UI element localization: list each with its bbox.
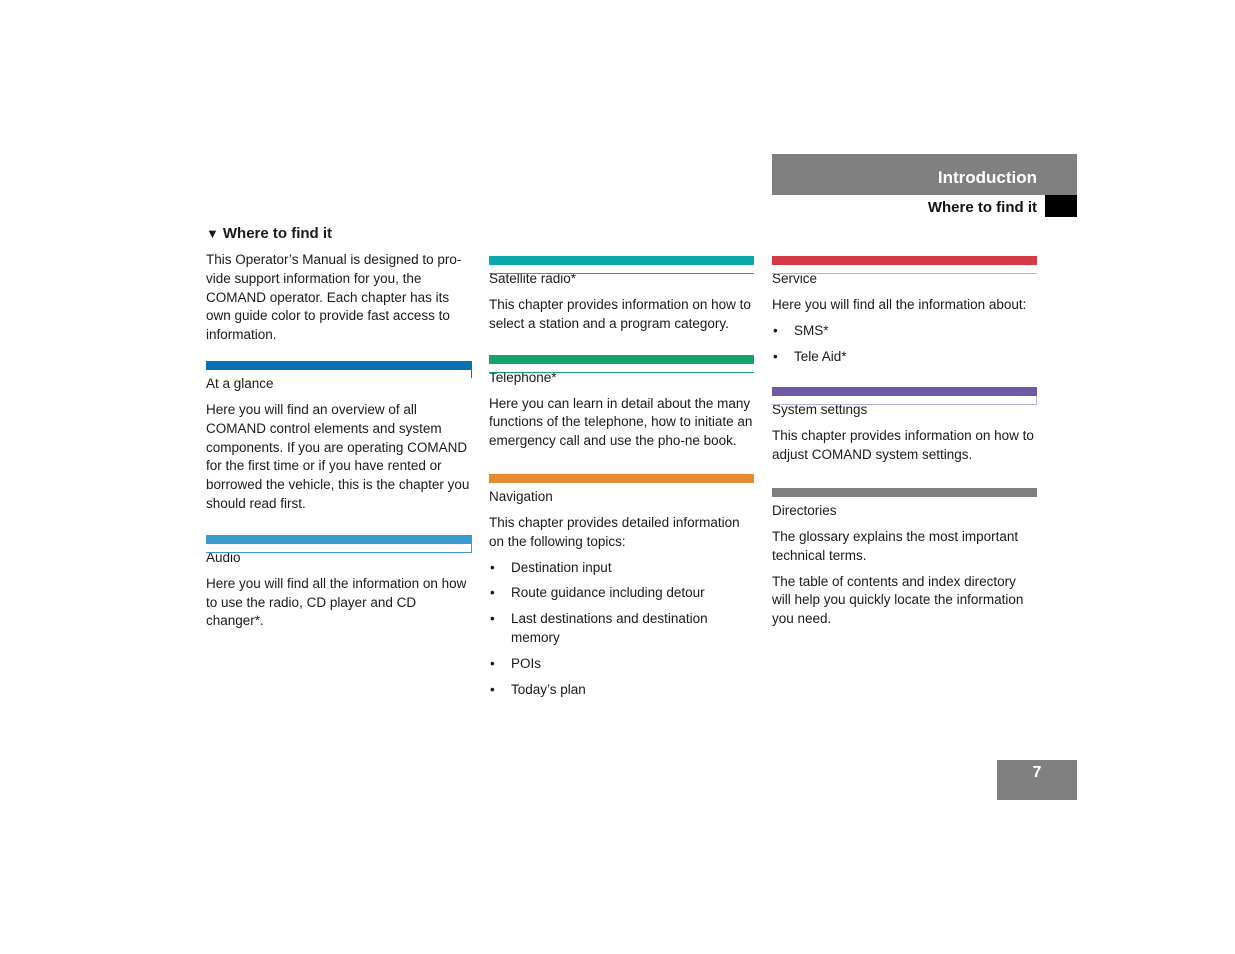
chapter-block-system-settings [772, 387, 1037, 419]
chapter-text-navigation: This chapter provides detailed information on the following topics: [489, 514, 740, 549]
chapter-name-service: Service [772, 271, 818, 286]
color-bar-at-a-glance [206, 361, 472, 370]
chapter-block-satellite-radio [489, 256, 754, 288]
chapter-text-telephone: Here you can learn in detail about the many functions of the telephone, how to initiate an emergency call and use the pho-ne book. [489, 395, 753, 449]
list-item: • POIs [489, 655, 754, 674]
color-bar-satellite-radio [489, 256, 754, 265]
triangle-down-icon: ▼ [206, 226, 219, 241]
chapter-text-system-settings: This chapter provides information on how to adjust COMAND system settings. [772, 428, 1034, 463]
list-item: • Destination input [489, 559, 754, 578]
section-title: Where to find it [927, 199, 1037, 216]
list-item: • Tele Aid* [772, 348, 1037, 367]
column-left [206, 225, 472, 638]
intro-heading-text: Where to find it [222, 225, 333, 242]
chapter-text-directories-2: The table of contents and index directory will help you quickly locate the information you need. [772, 573, 1024, 627]
color-bar-audio [206, 535, 472, 544]
color-bar-system-settings [772, 387, 1037, 396]
color-bar-telephone [489, 355, 754, 364]
chapter-block-navigation [489, 474, 754, 506]
page-number-box [997, 760, 1077, 800]
color-bar-navigation [489, 474, 754, 483]
header-tab-marker [1045, 195, 1077, 217]
chapter-name-navigation: Navigation [489, 488, 553, 504]
chapter-name-telephone: Telephone* [489, 369, 557, 385]
chapter-name-directories: Directories [772, 502, 837, 518]
color-bar-service [772, 256, 1037, 265]
bar-underline [489, 273, 754, 274]
chapter-text-audio: Here you will find all the information on how to use the radio, CD player and CD changer*. [206, 575, 467, 629]
chapter-name-at-a-glance: At a glance [206, 375, 274, 391]
bar-edge [471, 370, 472, 378]
list-item: • Today’s plan [489, 681, 754, 700]
column-middle [489, 256, 754, 706]
list-item: • Route guidance including detour [489, 584, 754, 603]
bar-edge [1036, 396, 1037, 404]
service-topic-list [772, 322, 1037, 367]
chapter-text-satellite-radio: This chapter provides information on how to select a station and a program category. [489, 297, 751, 331]
chapter-name-satellite-radio: Satellite radio* [489, 271, 577, 286]
chapter-name-system-settings: System settings [772, 402, 868, 418]
chapter-text-service: Here you will find all the information about: [772, 297, 1027, 312]
intro-heading [206, 225, 472, 243]
list-item: • Last destinations and destination memory [489, 610, 754, 648]
chapter-text-at-a-glance: Here you will find an overview of all COMAND control elements and system components. If you are operating COMAND for the first time or if you have rented or borrowed the vehicle, this is the chapter you should read first. [206, 401, 470, 511]
bar-underline [772, 404, 1037, 405]
chapter-block-at-a-glance [206, 361, 472, 393]
page-number: 7 [1032, 764, 1042, 781]
bar-edge [471, 544, 472, 552]
intro-text: This Operator’s Manual is designed to pro-vide support information for you, the COMAND operator. Each chapter has its own guide color to provide fast access to information. [206, 252, 462, 343]
bar-underline [206, 552, 472, 553]
chapter-text-directories-1: The glossary explains the most important technical terms. [772, 528, 1019, 563]
chapter-block-directories [772, 488, 1037, 520]
list-item: • SMS* [772, 322, 1037, 341]
chapter-block-service [772, 256, 1037, 288]
bar-underline [772, 273, 1037, 274]
navigation-topic-list [489, 559, 754, 700]
chapter-title: Introduction [937, 168, 1037, 187]
column-right [772, 256, 1037, 636]
chapter-block-telephone [489, 355, 754, 387]
chapter-name-audio: Audio [206, 549, 241, 565]
chapter-header [772, 154, 1077, 195]
bar-underline [489, 372, 754, 373]
chapter-block-audio [206, 535, 472, 567]
color-bar-directories [772, 488, 1037, 497]
